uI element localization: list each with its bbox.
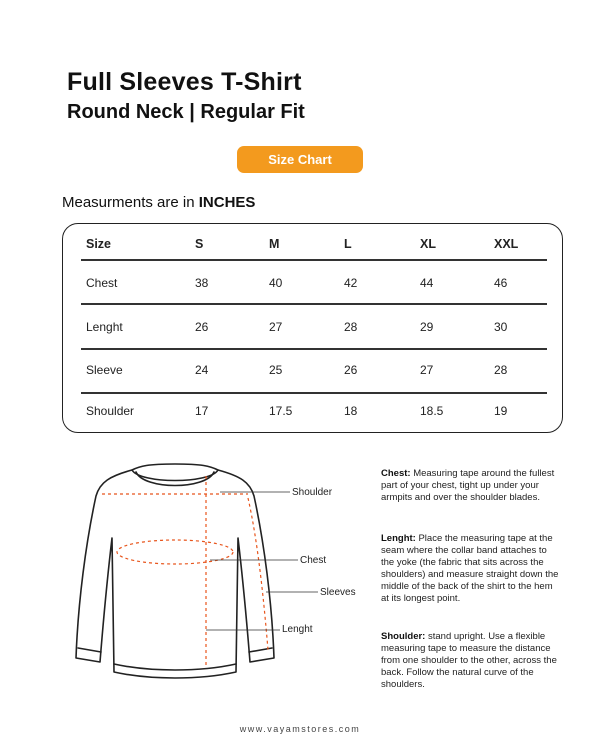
length-text: Place the measuring tape at the seam where the collar band attaches to the yoke (the fabric that sits across the shoulders) and measure straight down the middle of the back of the shirt to the hem at its longest point. (381, 533, 559, 604)
cell-l: 26 (344, 363, 358, 377)
chest-instruction (381, 468, 559, 504)
row-label: Chest (86, 276, 118, 290)
table-header-row (81, 224, 547, 264)
cell-m: 40 (269, 276, 283, 290)
row-label: Shoulder (86, 404, 135, 418)
product-title: Full Sleeves T-Shirt (67, 68, 302, 96)
header-size: Size (86, 237, 112, 251)
cell-l: 28 (344, 320, 358, 334)
cell-xxl: 46 (494, 276, 508, 290)
tshirt-collar (132, 470, 218, 481)
footer-website[interactable]: www.vayamstores.com (239, 724, 361, 734)
length-instruction (381, 533, 559, 605)
table-divider (81, 259, 547, 261)
chest-label: Chest (300, 555, 327, 566)
header-m: M (269, 237, 280, 251)
chest-guide (117, 540, 233, 564)
length-term: Lenght: (381, 533, 416, 544)
header-l: L (344, 237, 352, 251)
size-table (62, 223, 563, 433)
header-xxl: XXL (494, 237, 519, 251)
chest-text: Measuring tape around the fullest part of your chest, tight up under your armpits and over the shoulder blades. (381, 468, 555, 503)
table-row (81, 350, 547, 390)
row-label: Lenght (86, 320, 123, 334)
sleeve-guide (248, 498, 268, 650)
cell-xxl: 19 (494, 404, 508, 418)
header-xl: XL (420, 237, 436, 251)
cell-xl: 27 (420, 363, 434, 377)
sleeves-label: Sleeves (320, 587, 356, 598)
chest-term: Chest: (381, 468, 411, 479)
shoulder-instruction (381, 631, 559, 691)
header-s: S (195, 237, 204, 251)
cell-l: 42 (344, 276, 358, 290)
table-row (81, 307, 547, 347)
cell-xl: 18.5 (420, 404, 444, 418)
shoulder-text: stand upright. Use a flexible measuring tape to measure the distance from one shoulder to the other, across the back. Follow the natural curve of the shoulders. (381, 631, 557, 690)
cell-m: 25 (269, 363, 283, 377)
cell-xl: 29 (420, 320, 434, 334)
tshirt-outline (76, 464, 274, 678)
cell-m: 17.5 (269, 404, 293, 418)
cell-s: 17 (195, 404, 209, 418)
cell-s: 26 (195, 320, 209, 334)
shoulder-term: Shoulder: (381, 631, 426, 642)
cell-xxl: 28 (494, 363, 508, 377)
cell-s: 24 (195, 363, 209, 377)
table-row (81, 263, 547, 303)
table-row (81, 391, 547, 431)
shoulder-label: Shoulder (292, 487, 333, 498)
cell-s: 38 (195, 276, 209, 290)
cell-xl: 44 (420, 276, 434, 290)
row-label: Sleeve (86, 363, 123, 377)
cell-xxl: 30 (494, 320, 508, 334)
size-chart-button[interactable]: Size Chart (237, 146, 363, 173)
product-subtitle: Round Neck | Regular Fit (67, 101, 305, 123)
units-note-unit: INCHES (198, 194, 256, 211)
table-divider (81, 303, 547, 305)
length-label: Lenght (282, 624, 313, 635)
cell-m: 27 (269, 320, 283, 334)
cell-l: 18 (344, 404, 358, 418)
units-note-prefix: Measurments are in (62, 194, 199, 211)
units-note (62, 194, 255, 211)
